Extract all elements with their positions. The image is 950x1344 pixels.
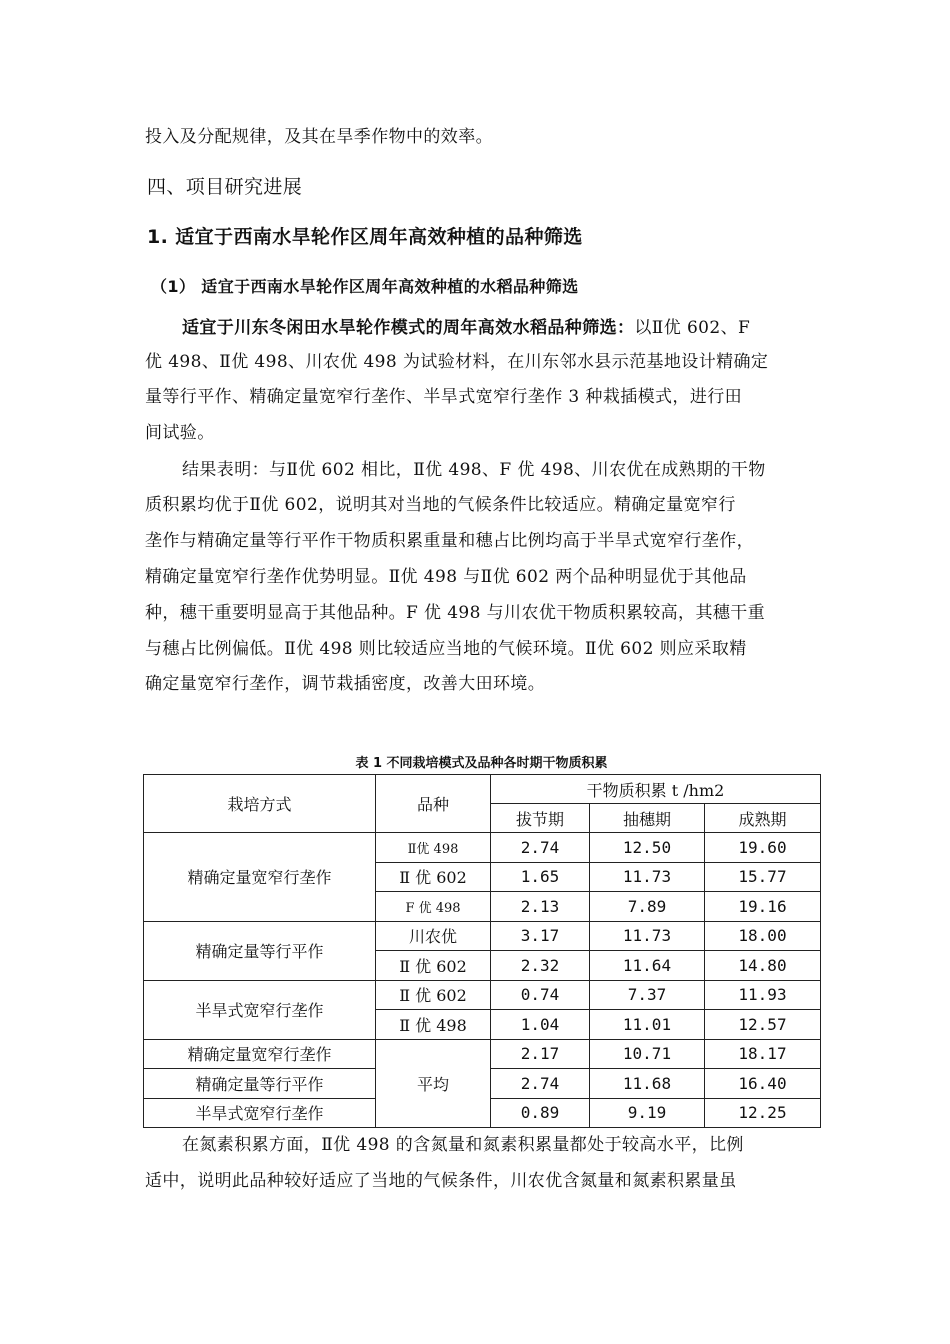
- cultivation-mode-cell: 半旱式宽窄行垄作: [144, 980, 376, 1039]
- table-caption: 表 1 不同栽培模式及品种各时期干物质积累: [355, 756, 608, 771]
- variety-cell: Ⅱ优 498: [376, 833, 491, 863]
- paragraph-line: 间试验。: [145, 423, 215, 443]
- jointing-value: 0.89: [491, 1098, 590, 1128]
- cultivation-mode-cell: 半旱式宽窄行垄作: [144, 1098, 376, 1128]
- maturity-value: 19.16: [705, 892, 821, 922]
- paragraph-line: 适中，说明此品种较好适应了当地的气候条件，川农优含氮量和氮素积累量虽: [145, 1171, 737, 1191]
- heading-value: 11.64: [590, 951, 705, 981]
- cultivation-mode-cell: 精确定量宽窄行垄作: [144, 833, 376, 922]
- jointing-value: 2.74: [491, 833, 590, 863]
- dry-matter-table: [143, 774, 821, 1128]
- jointing-value: 0.74: [491, 980, 590, 1010]
- header-cultivation-mode: 栽培方式: [144, 775, 376, 833]
- variety-cell: Ⅱ 优 602: [376, 980, 491, 1010]
- heading-value: 12.50: [590, 833, 705, 863]
- heading-value: 10.71: [590, 1039, 705, 1069]
- jointing-value: 1.04: [491, 1010, 590, 1040]
- variety-cell: F 优 498: [376, 892, 491, 922]
- paragraph-line: 与穗占比例偏低。Ⅱ优 498 则比较适应当地的气候环境。Ⅱ优 602 则应采取精: [145, 639, 747, 659]
- maturity-value: 15.77: [705, 862, 821, 892]
- subsubsection-heading: （1） 适宜于西南水旱轮作区周年高效种植的水稻品种筛选: [151, 277, 579, 296]
- cultivation-mode-cell: 精确定量等行平作: [144, 921, 376, 980]
- jointing-value: 1.65: [491, 862, 590, 892]
- heading-value: 11.73: [590, 921, 705, 951]
- header-dry-matter: 干物质积累 t /hm2: [491, 775, 821, 804]
- bold-lead: 适宜于川东冬闲田水旱轮作模式的周年高效水稻品种筛选：: [182, 318, 635, 338]
- heading-value: 7.37: [590, 980, 705, 1010]
- paragraph-line: 投入及分配规律，及其在旱季作物中的效率。: [145, 127, 493, 147]
- header-jointing: 拔节期: [491, 804, 590, 833]
- heading-value: 9.19: [590, 1098, 705, 1128]
- variety-cell: Ⅱ 优 498: [376, 1010, 491, 1040]
- maturity-value: 11.93: [705, 980, 821, 1010]
- maturity-value: 18.00: [705, 921, 821, 951]
- table-row: [144, 980, 821, 1010]
- variety-cell: Ⅱ 优 602: [376, 862, 491, 892]
- paragraph-line: 量等行平作、精确定量宽窄行垄作、半旱式宽窄行垄作 3 种栽插模式，进行田: [145, 387, 743, 407]
- table-row: [144, 921, 821, 951]
- heading-value: 11.73: [590, 862, 705, 892]
- maturity-value: 12.57: [705, 1010, 821, 1040]
- maturity-value: 18.17: [705, 1039, 821, 1069]
- header-heading: 抽穗期: [590, 804, 705, 833]
- cultivation-mode-cell: 精确定量宽窄行垄作: [144, 1039, 376, 1069]
- maturity-value: 19.60: [705, 833, 821, 863]
- paragraph-line: 垄作与精确定量等行平作干物质积累重量和穗占比例均高于半旱式宽窄行垄作，: [145, 531, 754, 551]
- paragraph-line: [182, 318, 862, 338]
- lead-rest: 以Ⅱ优 602、F: [634, 318, 751, 338]
- table-row: [144, 1039, 821, 1069]
- maturity-value: 12.25: [705, 1098, 821, 1128]
- paragraph-line: 在氮素积累方面，Ⅱ优 498 的含氮量和氮素积累量都处于较高水平，比例: [182, 1135, 744, 1155]
- maturity-value: 14.80: [705, 951, 821, 981]
- paragraph-line: 精确定量宽窄行垄作优势明显。Ⅱ优 498 与Ⅱ优 602 两个品种明显优于其他品: [145, 567, 747, 587]
- paragraph-line: 结果表明：与Ⅱ优 602 相比，Ⅱ优 498、F 优 498、川农优在成熟期的干物: [182, 460, 766, 480]
- header-variety: 品种: [376, 775, 491, 833]
- jointing-value: 2.74: [491, 1069, 590, 1099]
- variety-cell: Ⅱ 优 602: [376, 951, 491, 981]
- jointing-value: 3.17: [491, 921, 590, 951]
- maturity-value: 16.40: [705, 1069, 821, 1099]
- jointing-value: 2.32: [491, 951, 590, 981]
- cultivation-mode-cell: 精确定量等行平作: [144, 1069, 376, 1099]
- heading-value: 11.01: [590, 1010, 705, 1040]
- paragraph-line: 种，穗干重要明显高于其他品种。F 优 498 与川农优干物质积累较高，其穗干重: [145, 603, 766, 623]
- section-heading: 四、项目研究进展: [147, 176, 303, 198]
- paragraph-line: 质积累均优于Ⅱ优 602，说明其对当地的气候条件比较适应。精确定量宽窄行: [145, 495, 736, 515]
- heading-value: 11.68: [590, 1069, 705, 1099]
- variety-cell: 川农优: [376, 921, 491, 951]
- heading-value: 7.89: [590, 892, 705, 922]
- jointing-value: 2.13: [491, 892, 590, 922]
- table-row: [144, 833, 821, 863]
- paragraph-line: 确定量宽窄行垄作，调节栽插密度，改善大田环境。: [145, 674, 546, 694]
- average-label-cell: 平均: [376, 1039, 491, 1128]
- jointing-value: 2.17: [491, 1039, 590, 1069]
- table-header-row: [144, 775, 821, 804]
- subsection-heading: 1. 适宜于西南水旱轮作区周年高效种植的品种筛选: [147, 226, 583, 248]
- paragraph-line: 优 498、Ⅱ优 498、川农优 498 为试验材料，在川东邻水县示范基地设计精确定: [145, 352, 769, 372]
- header-maturity: 成熟期: [705, 804, 821, 833]
